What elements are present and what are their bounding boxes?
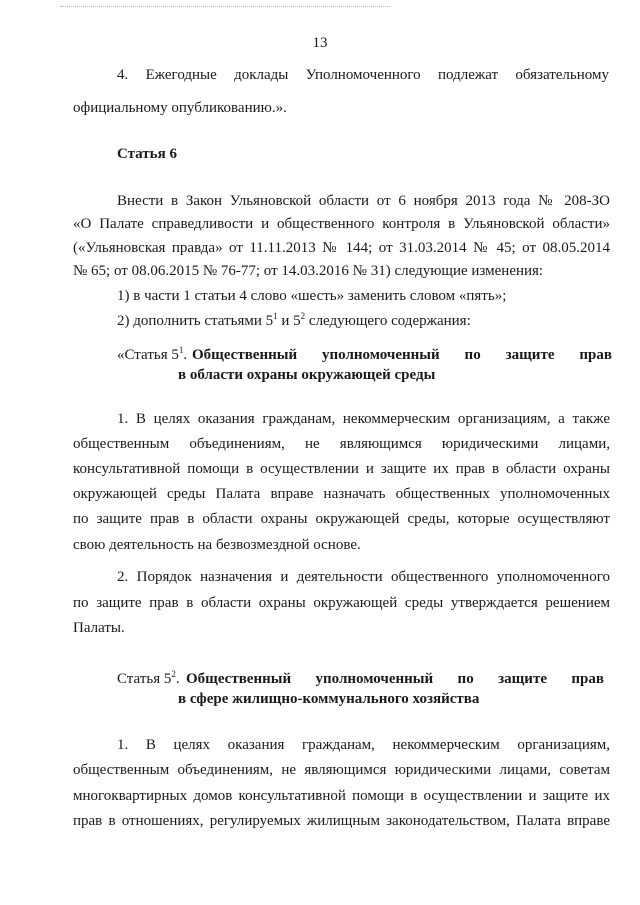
article-5-2-title: в сфере жилищно-коммунального хозяйства [178, 691, 480, 707]
paragraph-line: («Ульяновская правда» от 11.11.2013 № 144; от 31.03.2014 № 45; от 08.05.2014 [73, 240, 610, 256]
page-number: 13 [312, 35, 328, 51]
paragraph-line: официальному опубликованию.». [73, 100, 287, 116]
list-item-2: 2) дополнить статьями $5^1$ и $5^2$ следующего содержания: [117, 311, 471, 329]
paragraph-line: консультативной помощи в осуществлении и защите их прав в области охраны [73, 461, 610, 477]
paragraph-line: свою деятельность на безвозмездной основе. [73, 537, 361, 553]
paragraph-line: 1. В целях оказания гражданам, некоммерческим организациям, а также [117, 411, 610, 427]
article-5-1-title: Общественный уполномоченный по защите прав [192, 347, 612, 363]
paragraph-line: 4. Ежегодные доклады Уполномоченного подлежат обязательному [117, 67, 609, 83]
paragraph-line: Палаты. [73, 620, 125, 636]
paragraph-line: прав в отношениях, регулируемых жилищным законодательством, Палата вправе [73, 813, 610, 829]
paragraph-line: по защите прав в области охраны окружающей среды утверждается решением [73, 595, 610, 611]
article-5-2-title: Общественный уполномоченный по защите прав [186, 671, 604, 687]
paragraph-line: окружающей среды Палата вправе назначать общественных уполномоченных [73, 486, 610, 502]
paragraph-line: общественным объединениям, не являющимся юридическими лицами, советам [73, 762, 610, 778]
paragraph-line: многоквартирных домов консультативной помощи в осуществлении и защите их [73, 788, 610, 804]
article-6-heading: Статья 6 [117, 146, 177, 162]
paragraph-line: 2. Порядок назначения и деятельности общественного уполномоченного [117, 569, 610, 585]
paragraph-line: общественным объединениям, не являющимся юридическими лицами, [73, 436, 610, 452]
paragraph-line: 1. В целях оказания гражданам, некоммерческим организациям, [117, 737, 610, 753]
scan-edge-artifact [60, 6, 390, 7]
paragraph-line: Внести в Закон Ульяновской области от 6 ноября 2013 года № 208-ЗО [117, 193, 610, 209]
article-5-1-label: «Статья $5^1$. [117, 345, 188, 363]
paragraph-line: № 65; от 08.06.2015 № 76-77; от 14.03.2016 № 31) следующие изменения: [73, 263, 544, 279]
paragraph-line: по защите прав в области охраны окружающей среды, которые осуществляют [73, 511, 610, 527]
list-item-1: 1) в части 1 статьи 4 слово «шесть» заменить словом «пять»; [117, 288, 507, 304]
paragraph-line: «О Палате справедливости и общественного контроля в Ульяновской области» [73, 216, 610, 232]
article-5-1-title: в области охраны окружающей среды [178, 367, 436, 383]
article-5-2-label: Статья $5^2$. [117, 669, 180, 687]
